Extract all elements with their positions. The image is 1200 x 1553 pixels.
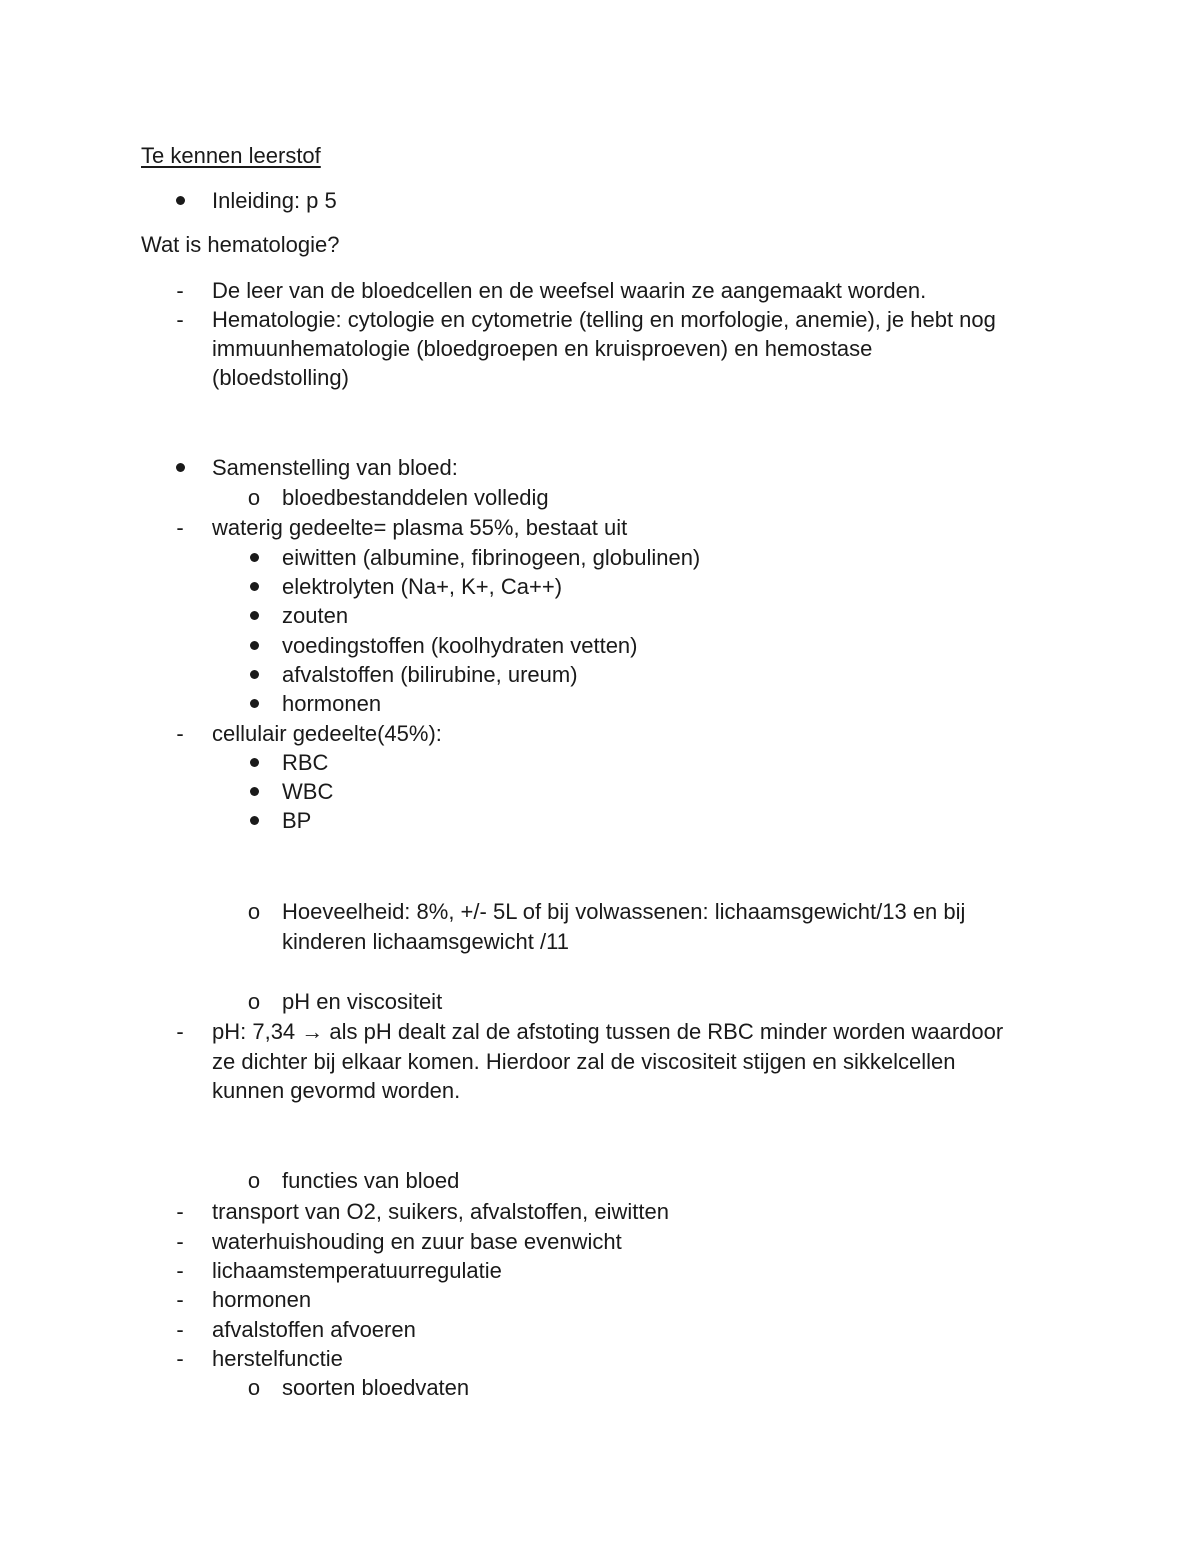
quantity-line-continued: kinderen lichaamsgewicht /11 [282,929,569,954]
bullet-marker [244,806,264,835]
definition-item: De leer van de bloedcellen en de weefsel waarin ze aangemaakt worden. [212,278,927,303]
bullet-marker [244,689,264,718]
definition-item-continued: (bloedstolling) [212,365,349,390]
bullet-marker [244,631,264,660]
dash-marker: - [176,1258,184,1283]
dash-marker: - [176,1346,184,1371]
function-item: waterhuishouding en zuur base evenwicht [212,1229,622,1254]
ph-line-start: pH: 7,34 [212,1019,302,1044]
ph-line-continued: ze dichter bij elkaar komen. Hierdoor zal de viscositeit stijgen en sikkelcellen [212,1049,956,1074]
bullet-marker [244,543,264,572]
bullet-marker [244,601,264,630]
function-item: transport van O2, suikers, afvalstoffen, eiwitten [212,1199,669,1224]
circle-marker: o [247,1168,261,1193]
question-text: Wat is hematologie? [141,232,340,257]
dash-marker: - [176,1317,184,1342]
plasma-item: afvalstoffen (bilirubine, ureum) [282,662,578,687]
ph-title: pH en viscositeit [282,989,443,1014]
plasma-item: voedingstoffen (koolhydraten vetten) [282,633,638,658]
function-item: lichaamstemperatuurregulatie [212,1258,502,1283]
circle-marker: o [247,989,261,1014]
plasma-item: zouten [282,603,349,628]
dash-marker: - [176,515,184,540]
function-item: hormonen [212,1287,312,1312]
dash-marker: - [176,307,184,332]
dash-marker: - [176,1287,184,1312]
circle-marker: o [247,485,261,510]
cellular-item: WBC [282,779,334,804]
cellular-item: BP [282,808,312,833]
bullet-marker [170,186,190,215]
definition-item: Hematologie: cytologie en cytometrie (telling en morfologie, anemie), je hebt nog [212,307,996,332]
vessels-title: soorten bloedvaten [282,1375,470,1400]
dash-marker: - [176,1199,184,1224]
bullet-marker [244,572,264,601]
circle-marker: o [247,899,261,924]
quantity-line: Hoeveelheid: 8%, +/- 5L of bij volwassenen: lichaamsgewicht/13 en bij [282,899,966,924]
function-item: herstelfunctie [212,1346,343,1371]
composition-title: Samenstelling van bloed: [212,455,458,480]
plasma-item: eiwitten (albumine, fibrinogeen, globulinen) [282,545,701,570]
definition-item-continued: immuunhematologie (bloedgroepen en kruisproeven) en hemostase [212,336,873,361]
arrow-right-icon: → [301,1019,324,1044]
dash-marker: - [176,1019,184,1044]
section-heading: Te kennen leerstof [141,143,321,168]
bullet-marker [244,748,264,777]
bullet-marker [244,777,264,806]
ph-line-end: als pH dealt zal de afstoting tussen de RBC minder worden waardoor [323,1019,1004,1044]
dash-marker: - [176,278,184,303]
bullet-marker [170,453,190,482]
ph-line-continued: kunnen gevormd worden. [212,1078,461,1103]
cellular-label: cellulair gedeelte(45%): [212,721,442,746]
composition-sub: bloedbestanddelen volledig [282,485,549,510]
dash-marker: - [176,1229,184,1254]
plasma-item: hormonen [282,691,382,716]
circle-marker: o [247,1375,261,1400]
plasma-item: elektrolyten (Na+, K+, Ca++) [282,574,563,599]
function-item: afvalstoffen afvoeren [212,1317,416,1342]
intro-item: Inleiding: p 5 [212,188,337,213]
ph-line [212,1017,1003,1046]
cellular-item: RBC [282,750,329,775]
dash-marker: - [176,721,184,746]
plasma-label: waterig gedeelte= plasma 55%, bestaat uit [212,515,628,540]
functions-title: functies van bloed [282,1168,460,1193]
bullet-marker [244,660,264,689]
